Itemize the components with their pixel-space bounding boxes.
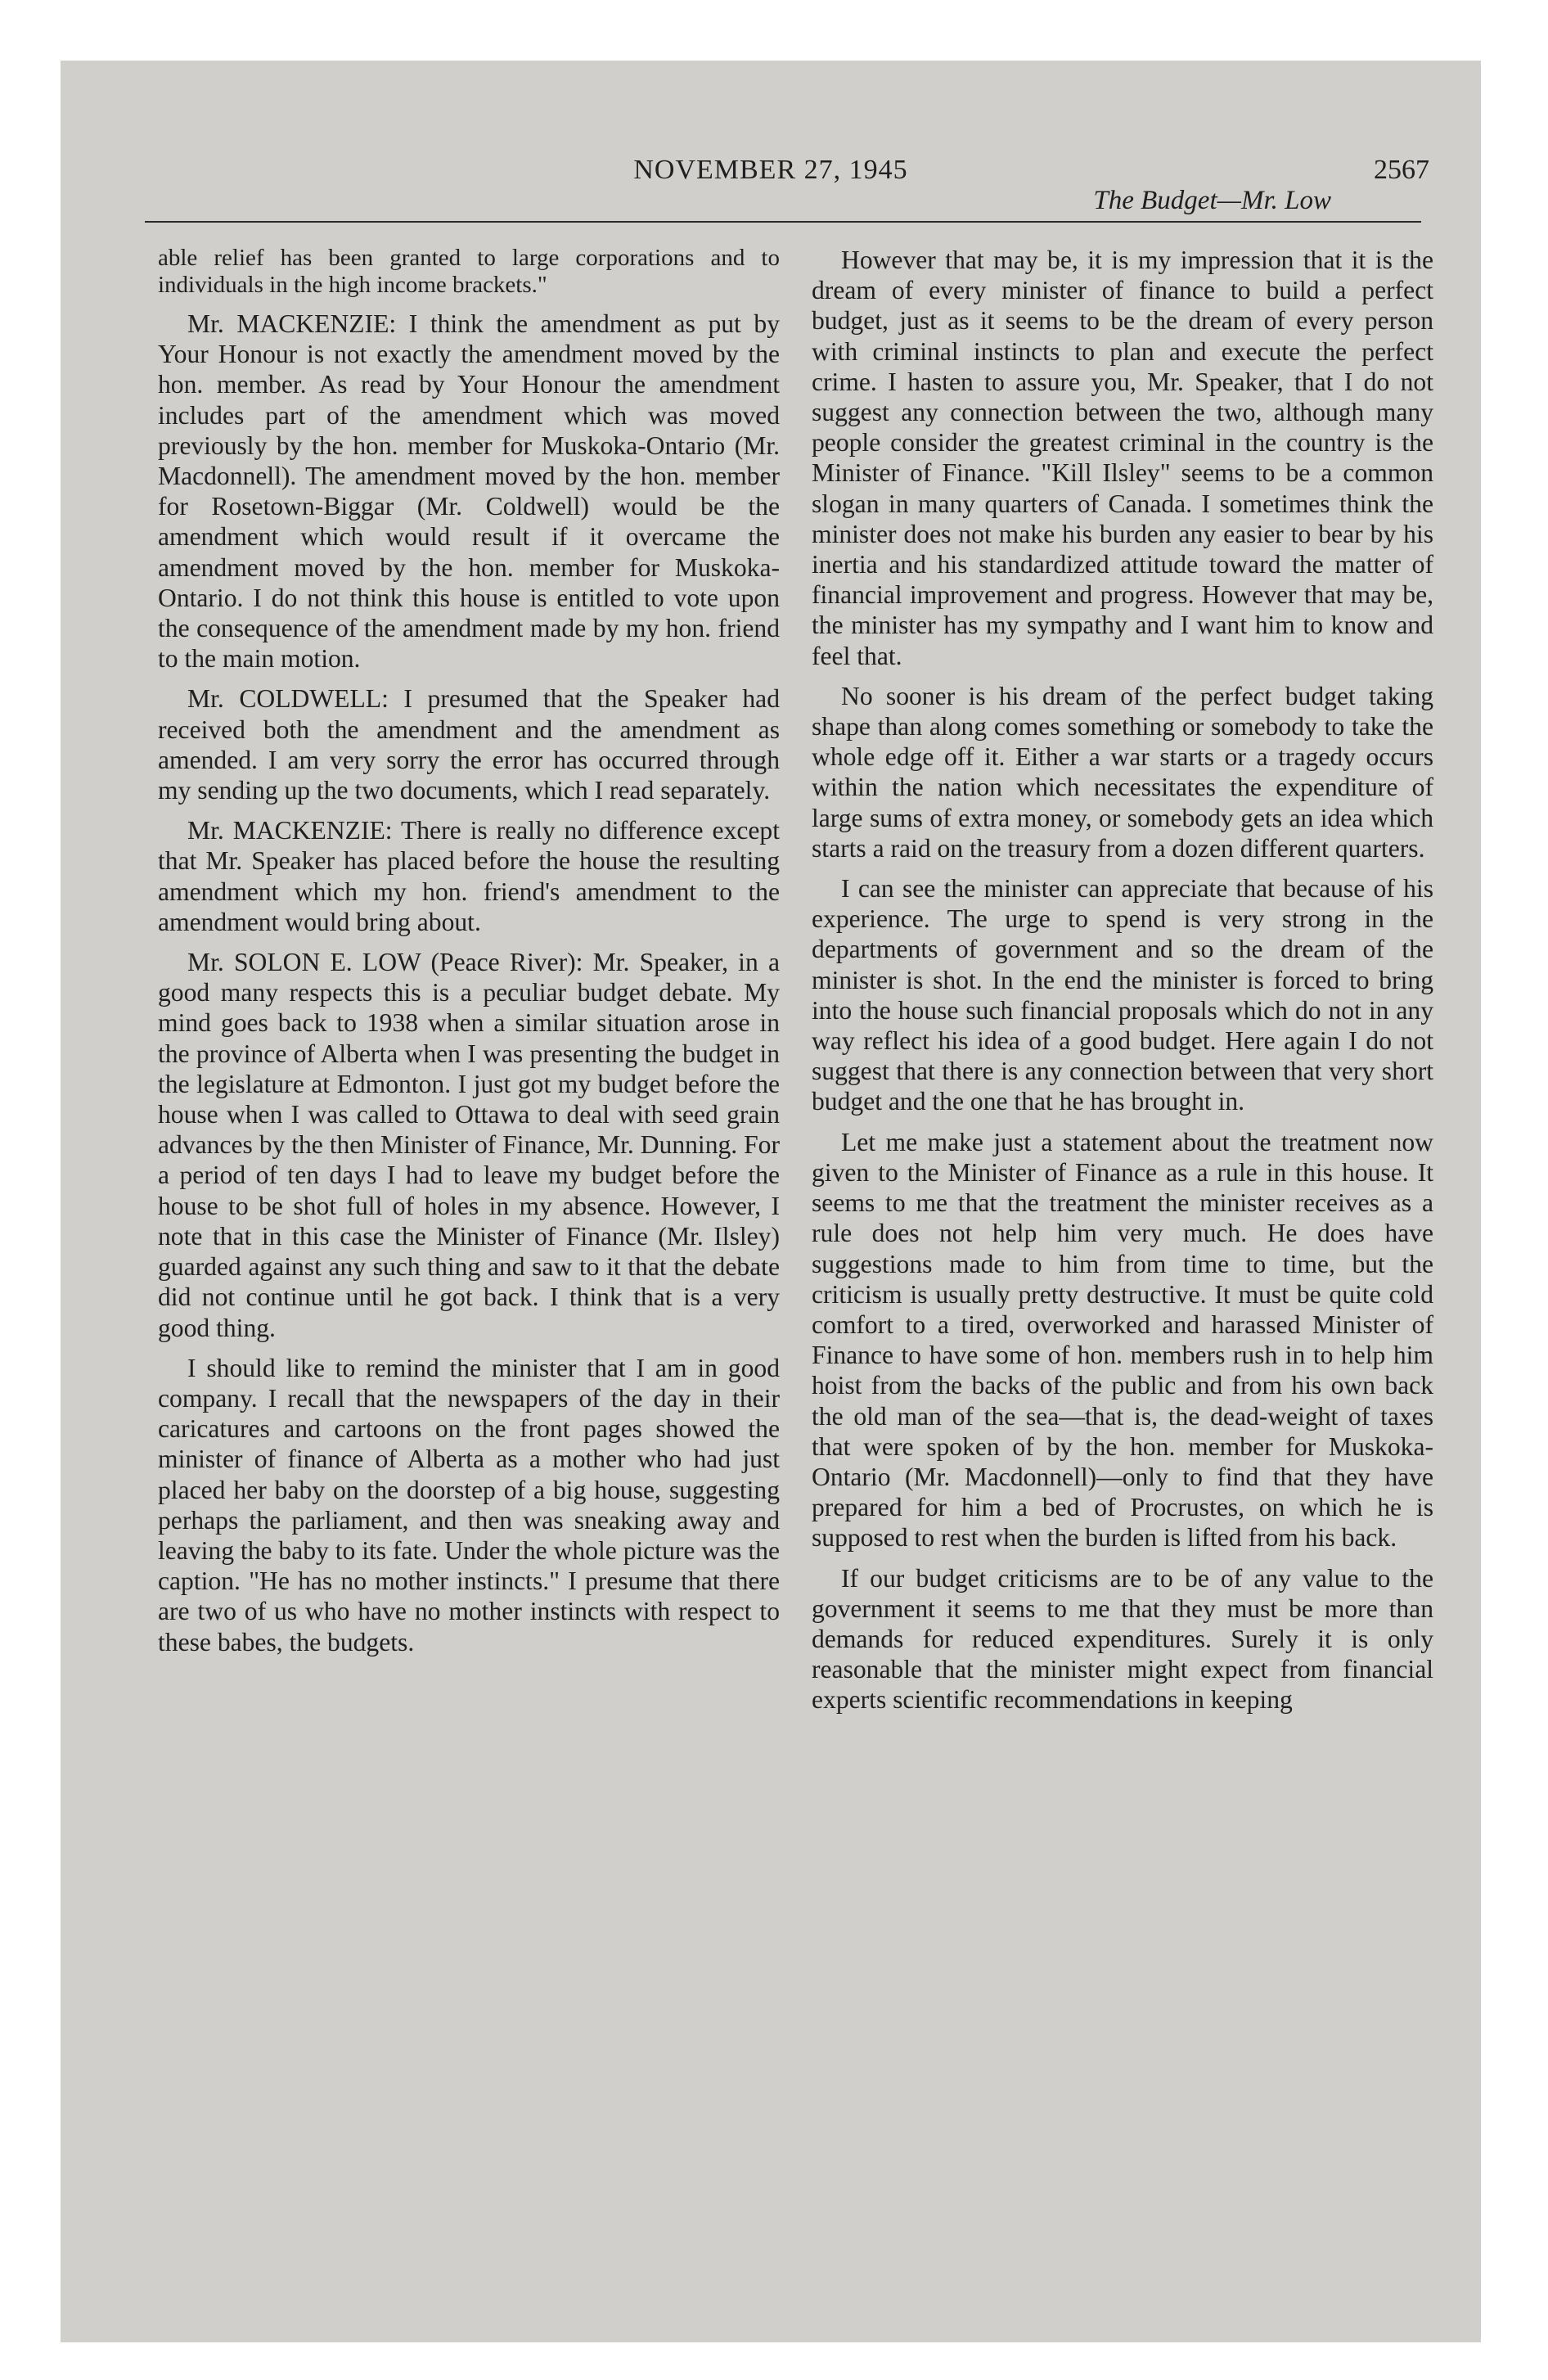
hansard-page — [96, 84, 1446, 2319]
header-date: NOVEMBER 27, 1945 — [633, 155, 908, 185]
running-title: The Budget—Mr. Low — [1093, 186, 1331, 215]
paragraph: Mr. COLDWELL: I presumed that the Speaker had received both the amendment and the amendment as amended. I am very sorry the error has occurred through my sending up the two documents, which I read separately. — [158, 684, 780, 805]
paragraph: Mr. MACKENZIE: There is really no difference except that Mr. Speaker has placed before the house the resulting amendment which my hon. friend's amendment to the amendment would bring about. — [158, 816, 780, 936]
paragraph: No sooner is his dream of the perfect budget taking shape than along comes something or somebody to take the whole edge off it. Either a war starts or a tragedy occurs within the nation which necessitates the expenditure of large sums of extra money, or somebody gets an idea which starts a raid on the treasury from a dozen different quarters. — [812, 681, 1433, 863]
paragraph: However that may be, it is my impression that it is the dream of every minister of finance to build a perfect budget, just as it seems to be the dream of every person with criminal instincts to plan and execute the perfect crime. I hasten to assure you, Mr. Speaker, that I do not suggest any connection between the two, although many people consider the greatest criminal in the country is the Minister of Finance. "Kill Ilsley" seems to be a common slogan in many quarters of Canada. I sometimes think the minister does not make his burden any easier to bear by his inertia and his standardized attitude toward the matter of financial improvement and progress. However that may be, the minister has my sympathy and I want him to know and feel that. — [812, 246, 1433, 670]
paragraph: Mr. MACKENZIE: I think the amendment as put by Your Honour is not exactly the amendment moved by the hon. member. As read by Your Honour the amendment includes part of the amendment which was moved previously by the hon. member for Muskoka-Ontario (Mr. Macdonnell). The amendment moved by the hon. member for Rosetown-Biggar (Mr. Coldwell) would be the amendment which would result if it overcame the amendment moved by the hon. member for Muskoka-Ontario. I do not think this house is entitled to vote upon the consequence of the amendment made by my hon. friend to the main motion. — [158, 309, 780, 674]
left-column — [158, 245, 780, 1667]
running-head — [96, 155, 1446, 220]
paragraph: I can see the minister can appreciate that because of his experience. The urge to spend is very strong in the departments of government and so the dream of the minister is shot. In the end the minister is forced to bring into the house such financial proposals which do not in any way reflect his idea of a good budget. Here again I do not suggest that there is any connection between that very short budget and the one that he has brought in. — [812, 874, 1433, 1116]
header-rule — [145, 221, 1421, 223]
paragraph: Mr. SOLON E. LOW (Peace River): Mr. Speaker, in a good many respects this is a peculiar budget debate. My mind goes back to 1938 when a similar situation arose in the province of Alberta when I was presenting the budget in the legislature at Edmonton. I just got my budget before the house when I was called to Ottawa to deal with seed grain advances by the then Minister of Finance, Mr. Dunning. For a period of ten days I had to leave my budget before the house to be shot full of holes in my absence. However, I note that in this case the Minister of Finance (Mr. Ilsley) guarded against any such thing and saw to it that the debate did not continue until he got back. I think that is a very good thing. — [158, 948, 780, 1342]
page-number: 2567 — [1374, 155, 1429, 185]
paragraph: Let me make just a statement about the treatment now given to the Minister of Finance as a rule in this house. It seems to me that the treatment the minister receives as a rule does not help him very much. He does have suggestions made to him from time to time, but the criticism is usually pretty destructive. It must be quite cold comfort to a tired, overworked and harassed Minister of Finance to have some of hon. members rush in to help him hoist from the backs of the public and from his own back the old man of the sea—that is, the dead-weight of taxes that were spoken of by the hon. member for Muskoka-Ontario (Mr. Macdonnell)—only to find that they have prepared for him a bed of Procrustes, on which he is supposed to rest when the burden is lifted from his back. — [812, 1127, 1433, 1553]
paragraph: If our budget criticisms are to be of any value to the government it seems to me that they must be more than demands for reduced expenditures. Surely it is only reasonable that the minister might expect from financial experts scientific recommendations in keeping — [812, 1563, 1433, 1715]
paragraph: I should like to remind the minister that I am in good company. I recall that the newspapers of the day in their caricatures and cartoons on the front pages showed the minister of finance of Alberta as a mother who had just placed her baby on the doorstep of a big house, suggesting perhaps the parliament, and then was sneaking away and leaving the baby to its fate. Under the whole picture was the caption. "He has no mother instincts." I presume that there are two of us who have no mother instincts with respect to these babes, the budgets. — [158, 1353, 780, 1657]
paragraph: able relief has been granted to large corporations and to individuals in the high income brackets." — [158, 245, 780, 298]
right-column — [812, 245, 1433, 1725]
